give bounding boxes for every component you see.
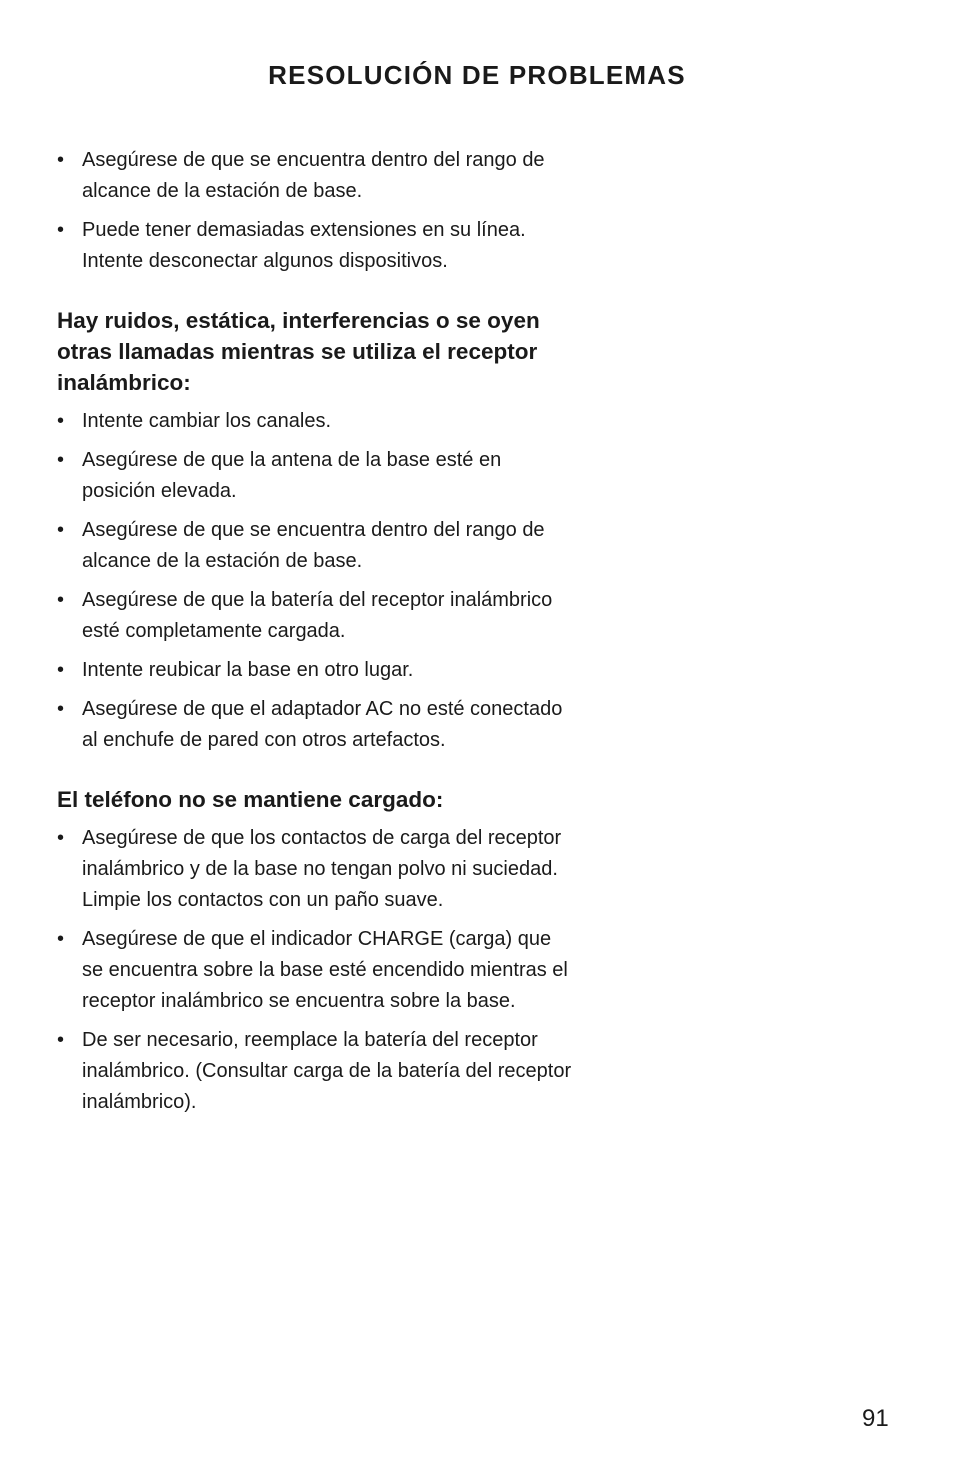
list-item: • Intente cambiar los canales. xyxy=(57,406,577,437)
list-item: • Asegúrese de que se encuentra dentro del rango de alcance de la estación de base. xyxy=(57,515,577,577)
list-item: • Asegúrese de que la batería del receptor inalámbrico esté completamente cargada. xyxy=(57,585,577,647)
list-item: • Asegúrese de que el adaptador AC no esté conectado al enchufe de pared con otros artefactos. xyxy=(57,694,577,756)
bullet-list-range xyxy=(57,145,577,277)
list-item: • Asegúrese de que los contactos de carga del receptor inalámbrico y de la base no tengan polvo ni suciedad. Limpie los contactos con un paño suave. xyxy=(57,823,577,916)
list-item: • Intente reubicar la base en otro lugar. xyxy=(57,655,577,686)
bullet-list-charging xyxy=(57,823,577,1118)
bullet-list-noise xyxy=(57,406,577,756)
list-item: • De ser necesario, reemplace la batería del receptor inalámbrico. (Consultar carga de la batería del receptor inalámbrico). xyxy=(57,1025,577,1118)
list-item: • Asegúrese de que se encuentra dentro del rango de alcance de la estación de base. xyxy=(57,145,577,207)
list-item: • Puede tener demasiadas extensiones en su línea. Intente desconectar algunos dispositivos. xyxy=(57,215,577,277)
troubleshooting-content xyxy=(57,145,577,1126)
section-heading-charging: El teléfono no se mantiene cargado: xyxy=(57,787,444,812)
section-heading-noise: Hay ruidos, estática, interferencias o se oyen otras llamadas mientras se utiliza el receptor inalámbrico: xyxy=(57,308,540,395)
page-number: 91 xyxy=(862,1405,889,1432)
list-item: • Asegúrese de que el indicador CHARGE (carga) que se encuentra sobre la base esté encendido mientras el receptor inalámbrico se encuentra sobre la base. xyxy=(57,924,577,1017)
list-item: • Asegúrese de que la antena de la base esté en posición elevada. xyxy=(57,445,577,507)
page-title: RESOLUCIÓN DE PROBLEMAS xyxy=(268,60,686,90)
